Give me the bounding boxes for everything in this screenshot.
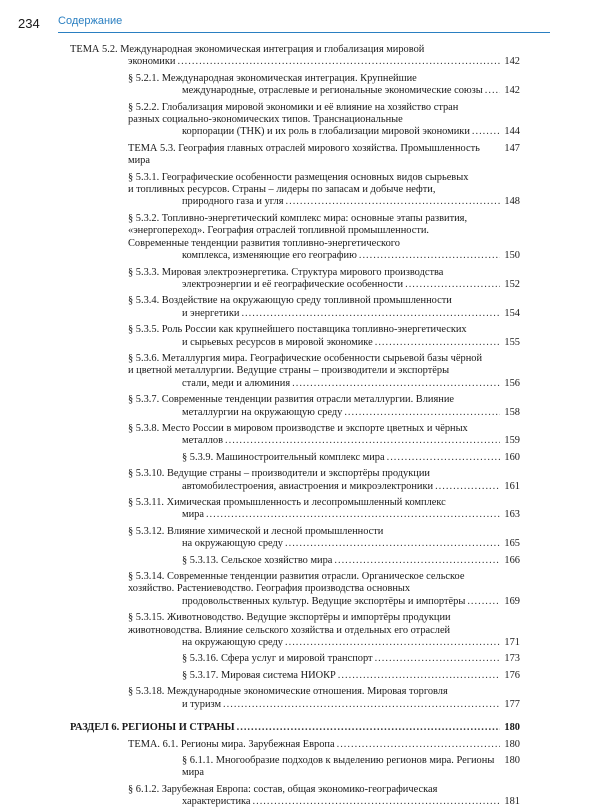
toc-entry-last-line bbox=[182, 653, 520, 665]
toc-entry-line: животноводства. Влияние сельского хозяйства и отдельных его отраслей bbox=[128, 624, 451, 636]
toc-section-entry[interactable] bbox=[70, 555, 520, 567]
toc-entry-line: § 5.3.8. Место России в мировом производстве и экспорте цветных и чёрных bbox=[128, 422, 468, 434]
toc-page-number: 163 bbox=[504, 509, 520, 521]
toc-section-entry[interactable] bbox=[70, 213, 520, 263]
toc-page-number: 161 bbox=[504, 480, 520, 492]
toc-entry-last-line bbox=[182, 481, 520, 493]
toc-entry-line: § 5.3.18. Международные экономические отношения. Мировая торговля bbox=[128, 686, 448, 698]
toc-section-entry[interactable] bbox=[70, 755, 520, 780]
dot-leader bbox=[485, 85, 500, 97]
toc-entry-text: § 5.3.16. Сфера услуг и мировой транспорт bbox=[182, 653, 373, 665]
toc-page-number: 165 bbox=[504, 538, 520, 550]
toc-entry-last-line bbox=[182, 435, 520, 447]
toc-page-number: 169 bbox=[504, 595, 520, 607]
toc-entry-text: комплекса, изменяющие его географию bbox=[182, 250, 357, 262]
toc-entry-last-line bbox=[182, 670, 520, 682]
toc-section-entry[interactable] bbox=[70, 784, 520, 809]
toc-entry-line: § 5.2.1. Международная экономическая интеграция. Крупнейшие bbox=[128, 72, 417, 84]
toc-section-entry[interactable] bbox=[70, 526, 520, 551]
toc-topic-entry[interactable] bbox=[70, 739, 520, 751]
toc-entry-line: § 5.3.7. Современные тенденции развития отрасли металлургии. Влияние bbox=[128, 394, 454, 406]
toc-entry-last-line bbox=[182, 126, 520, 138]
toc-page-number: 181 bbox=[504, 796, 520, 808]
dot-leader bbox=[338, 670, 500, 682]
toc-section-entry[interactable] bbox=[70, 653, 520, 665]
dot-leader bbox=[435, 481, 500, 493]
toc-entry-last-line bbox=[182, 452, 520, 464]
dot-leader bbox=[375, 653, 500, 665]
dot-leader bbox=[206, 509, 500, 521]
toc-section-entry[interactable] bbox=[70, 394, 520, 419]
toc-entry-last-line bbox=[182, 699, 520, 711]
toc-entry-last-line bbox=[128, 739, 520, 751]
toc-section-entry[interactable] bbox=[70, 267, 520, 292]
toc-page-number: 159 bbox=[504, 435, 520, 447]
toc-page-number: 171 bbox=[504, 637, 520, 649]
page-header bbox=[0, 0, 600, 42]
toc-page-number: 155 bbox=[504, 336, 520, 348]
toc-entry-text: корпорации (ТНК) и их роль в глобализации мировой экономики bbox=[182, 126, 470, 138]
toc-section-entry[interactable] bbox=[70, 324, 520, 349]
dot-leader bbox=[405, 279, 500, 291]
toc-entry-text: ТЕМА 5.3. География главных отраслей мирового хозяйства. Промышленность мира bbox=[128, 142, 480, 167]
dot-leader bbox=[375, 337, 500, 349]
toc-entry-last-line bbox=[182, 796, 520, 808]
toc-entry-last-line bbox=[182, 337, 520, 349]
toc-entry-line: § 5.3.11. Химическая промышленность и лесопромышленный комплекс bbox=[128, 497, 446, 508]
toc-entry-line: § 5.3.6. Металлургия мира. Географические особенности сырьевой базы чёрной bbox=[128, 352, 483, 364]
toc-topic-entry[interactable] bbox=[70, 44, 520, 69]
toc-entry-text: мира bbox=[182, 509, 204, 521]
toc-page-number: 154 bbox=[504, 307, 520, 319]
toc-entry-text: § 5.3.9. Машиностроительный комплекс мира bbox=[182, 451, 385, 463]
toc-section-entry[interactable] bbox=[70, 295, 520, 320]
toc-entry-text: на окружающую среду bbox=[182, 637, 284, 649]
toc-entry-last-line bbox=[128, 56, 520, 68]
dot-leader bbox=[223, 699, 500, 711]
table-of-contents bbox=[70, 44, 520, 809]
toc-page-number: 150 bbox=[504, 250, 520, 262]
toc-entry-text: продовольственных культур. Ведущие экспортёры и импортёры bbox=[182, 595, 466, 607]
toc-entry-text: экономики bbox=[128, 56, 176, 68]
toc-page-number: 180 bbox=[504, 754, 520, 766]
toc-entry-text: металлов bbox=[182, 435, 224, 447]
dot-leader bbox=[292, 378, 500, 390]
toc-entry-line: и цветной металлургии. Ведущие страны – производители и экспортёры bbox=[128, 365, 450, 377]
toc-entry-last-line bbox=[182, 378, 520, 390]
toc-page-number: 173 bbox=[504, 653, 520, 665]
toc-entry-line: § 5.2.2. Глобализация мировой экономики и её влияние на хозяйство стран bbox=[128, 101, 459, 113]
toc-entry-last-line bbox=[128, 143, 520, 168]
toc-section-entry[interactable] bbox=[70, 497, 520, 522]
toc-page-number: 176 bbox=[504, 669, 520, 681]
toc-entry-last-line bbox=[182, 85, 520, 97]
running-header-title: Содержание bbox=[58, 15, 123, 27]
toc-entry-line: хозяйство. Растениеводство. География производства основных bbox=[128, 583, 411, 595]
toc-entry-text: и энергетики bbox=[182, 307, 240, 319]
toc-entry-text: и туризм bbox=[182, 698, 222, 710]
toc-entry-last-line bbox=[182, 509, 520, 521]
toc-entry-last-line bbox=[182, 250, 520, 262]
toc-section-entry[interactable] bbox=[70, 172, 520, 209]
dot-leader bbox=[286, 196, 501, 208]
toc-entry-line: § 5.3.10. Ведущие страны – производители и экспортёры продукции bbox=[128, 468, 430, 480]
toc-entry-last-line bbox=[182, 279, 520, 291]
dot-leader bbox=[177, 56, 500, 68]
toc-page-number: 144 bbox=[504, 126, 520, 138]
dot-leader bbox=[241, 308, 500, 320]
dot-leader bbox=[387, 452, 500, 464]
toc-entry-line: § 5.3.2. Топливно-энергетический комплекс мира: основные этапы развития, bbox=[128, 212, 468, 224]
toc-entry-last-line bbox=[182, 755, 520, 780]
toc-page-number: 142 bbox=[504, 85, 520, 97]
toc-section-entry[interactable] bbox=[70, 612, 520, 649]
dot-leader bbox=[359, 250, 500, 262]
toc-page-number: 180 bbox=[504, 738, 520, 750]
toc-entry-line: § 5.3.14. Современные тенденции развития отрасли. Органическое сельское bbox=[128, 571, 465, 583]
dot-leader bbox=[344, 407, 500, 419]
toc-page-number: 148 bbox=[504, 196, 520, 208]
toc-page-number: 177 bbox=[504, 698, 520, 710]
dot-leader bbox=[253, 796, 500, 808]
toc-section-entry[interactable] bbox=[70, 571, 520, 608]
toc-entry-last-line bbox=[182, 596, 520, 608]
toc-entry-text: электроэнергии и её географические особенности bbox=[182, 278, 404, 290]
toc-page-number: 166 bbox=[504, 554, 520, 566]
dot-leader bbox=[225, 435, 500, 447]
toc-entry-text: и сырьевых ресурсов в мировой экономике bbox=[182, 336, 373, 348]
toc-section-entry[interactable] bbox=[70, 468, 520, 493]
toc-entry-line: § 5.3.4. Воздействие на окружающую среду топливной промышленности bbox=[128, 295, 452, 307]
dot-leader bbox=[285, 538, 500, 550]
toc-entry-line: § 5.3.12. Влияние химической и лесной промышленности bbox=[128, 525, 384, 537]
toc-entry-last-line bbox=[182, 538, 520, 550]
toc-topic-entry[interactable] bbox=[70, 143, 520, 168]
toc-section-entry[interactable] bbox=[70, 686, 520, 711]
toc-section-entry[interactable] bbox=[70, 73, 520, 98]
toc-entry-line: ТЕМА 5.2. Международная экономическая интеграция и глобализация мировой bbox=[70, 44, 425, 55]
toc-entry-text: характеристика bbox=[182, 796, 251, 808]
toc-entry-line: разных социально-экономических типов. Транснациональные bbox=[128, 114, 403, 126]
toc-entry-line: § 5.3.5. Роль России как крупнейшего поставщика топливно-энергетических bbox=[128, 324, 467, 336]
dot-leader bbox=[337, 739, 500, 751]
toc-entry-text: § 5.3.17. Мировая система НИОКР bbox=[182, 669, 336, 681]
toc-entry-text: стали, меди и алюминия bbox=[182, 377, 291, 389]
toc-section-entry[interactable] bbox=[70, 670, 520, 682]
toc-page-number: 156 bbox=[504, 377, 520, 389]
toc-entry-last-line bbox=[182, 407, 520, 419]
page-number: 234 bbox=[18, 16, 40, 31]
toc-entry-line: § 5.3.3. Мировая электроэнергетика. Структура мирового производства bbox=[128, 266, 444, 278]
toc-page-number: 160 bbox=[504, 451, 520, 463]
dot-leader bbox=[237, 722, 500, 734]
toc-entry-last-line bbox=[182, 308, 520, 320]
toc-entry-line: § 6.1.2. Зарубежная Европа: состав, общая экономико-географическая bbox=[128, 783, 438, 795]
toc-entry-line: «энергопереход». География отраслей топливной промышленности. bbox=[128, 225, 430, 237]
toc-entry-text: РАЗДЕЛ 6. РЕГИОНЫ И СТРАНЫ bbox=[70, 722, 235, 734]
toc-entry-last-line bbox=[182, 196, 520, 208]
toc-entry-line: § 5.3.15. Животноводство. Ведущие экспортёры и импортёры продукции bbox=[128, 612, 451, 624]
toc-entry-text: § 6.1.1. Многообразие подходов к выделению регионов мира. Регионы мира bbox=[182, 754, 495, 779]
header-rule bbox=[58, 32, 550, 33]
toc-section-entry[interactable] bbox=[70, 353, 520, 390]
toc-page-number: 180 bbox=[504, 722, 520, 734]
toc-page-number: 152 bbox=[504, 278, 520, 290]
toc-section-entry[interactable] bbox=[70, 452, 520, 464]
toc-entry-text: автомобилестроения, авиастроения и микроэлектроники bbox=[182, 480, 434, 492]
toc-page-number: 158 bbox=[504, 406, 520, 418]
toc-entry-text: ТЕМА. 6.1. Регионы мира. Зарубежная Европа bbox=[128, 738, 335, 750]
toc-entry-text: природного газа и угля bbox=[182, 196, 284, 208]
toc-entry-line: Современные тенденции развития топливно-энергетического bbox=[128, 237, 400, 249]
toc-page-number: 147 bbox=[504, 142, 520, 154]
toc-entry-line: § 5.3.1. Географические особенности размещения основных видов сырьевых bbox=[128, 171, 469, 183]
dot-leader bbox=[285, 637, 500, 649]
toc-entry-text: § 5.3.13. Сельское хозяйство мира bbox=[182, 554, 333, 566]
toc-entry-line: и топливных ресурсов. Страны – лидеры по запасам и добыче нефти, bbox=[128, 184, 436, 196]
dot-leader bbox=[334, 555, 500, 567]
toc-entry-last-line bbox=[70, 722, 520, 734]
toc-entry-last-line bbox=[182, 555, 520, 567]
toc-entry-last-line bbox=[182, 637, 520, 649]
dot-leader bbox=[467, 596, 500, 608]
toc-entry-text: металлургии на окружающую среду bbox=[182, 406, 343, 418]
toc-entry-text: международные, отраслевые и региональные экономические союзы bbox=[182, 85, 483, 97]
dot-leader bbox=[472, 126, 500, 138]
toc-section-entry[interactable] bbox=[70, 102, 520, 139]
toc-section-entry[interactable] bbox=[70, 423, 520, 448]
toc-entry-text: на окружающую среду bbox=[182, 538, 284, 550]
toc-page-number: 142 bbox=[504, 56, 520, 68]
toc-part-entry[interactable] bbox=[70, 722, 520, 734]
